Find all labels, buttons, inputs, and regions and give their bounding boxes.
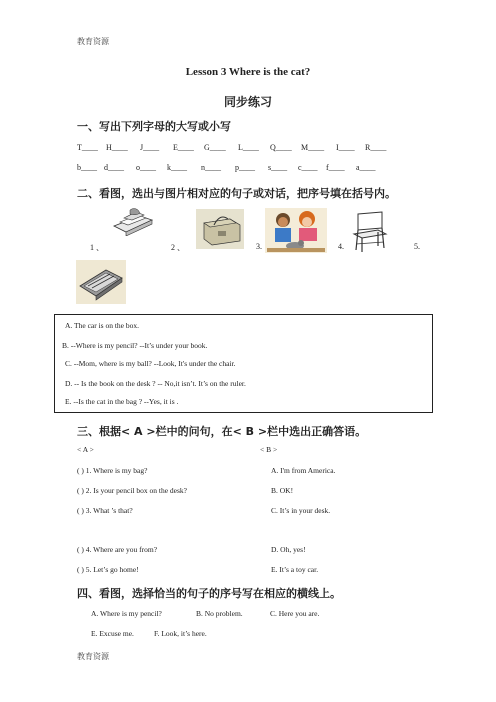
section3-heading: 三、根据< A >栏中的问句，在< B >栏中选出正确答语。 xyxy=(77,425,367,438)
question-5: ( ) 5. Let’s go home! xyxy=(77,565,139,574)
letter-blank: M____ xyxy=(301,143,325,152)
answer-b: B. OK! xyxy=(271,486,294,495)
letter-blank: d____ xyxy=(104,163,124,172)
letter-blank: f____ xyxy=(326,163,345,172)
column-b-label: < B > xyxy=(260,445,278,454)
answer-e: E. It’s a toy car. xyxy=(271,565,319,574)
children-with-cat-picture xyxy=(265,208,327,253)
letter-blank: I____ xyxy=(336,143,355,152)
pencil-box-picture xyxy=(76,260,126,304)
phrase-f: F. Look, it’s here. xyxy=(154,629,207,638)
question-2: ( ) 2. Is your pencil box on the desk? xyxy=(77,486,187,495)
question-3: ( ) 3. What ’s that? xyxy=(77,506,133,515)
letter-blank: R____ xyxy=(365,143,387,152)
schoolbag-picture xyxy=(196,209,244,249)
picture-number-3: 3. xyxy=(256,242,262,251)
letter-blank: b____ xyxy=(77,163,97,172)
answer-a: A. I'm from America. xyxy=(271,466,336,475)
letter-blank: k____ xyxy=(167,163,187,172)
phrase-a: A. Where is my pencil? xyxy=(91,609,162,618)
section4-heading: 四、看图，选择恰当的句子的序号写在相应的横线上。 xyxy=(77,587,341,600)
phrase-e: E. Excuse me. xyxy=(91,629,134,638)
letter-blank: s____ xyxy=(268,163,288,172)
page-header: 教育资源 xyxy=(77,37,109,46)
page-footer: 教育资源 xyxy=(77,652,109,661)
option-e: E. --Is the cat in the bag ? --Yes, it is . xyxy=(65,397,179,406)
worksheet-subtitle: 同步练习 xyxy=(223,95,272,109)
phrase-c: C. Here you are. xyxy=(270,609,320,618)
letter-blank: E____ xyxy=(173,143,194,152)
lesson-title: Lesson 3 Where is the cat? xyxy=(185,66,311,78)
option-c: C. --Mom, where is my ball? --Look, It's under the chair. xyxy=(65,359,236,368)
answer-c: C. It’s in your desk. xyxy=(271,506,331,515)
section1-heading: 一、写出下列字母的大写或小写 xyxy=(77,120,231,133)
books-on-desk-picture xyxy=(110,206,154,236)
letter-blank: Q____ xyxy=(270,143,292,152)
letter-blank: c____ xyxy=(298,163,318,172)
option-d: D. -- Is the book on the desk ? -- No,it isn’t. It’s on the ruler. xyxy=(65,379,246,388)
letter-blank: n____ xyxy=(201,163,221,172)
letter-blank: T____ xyxy=(77,143,98,152)
picture-number-1: 1 、 xyxy=(90,243,104,252)
chair-picture xyxy=(348,208,390,253)
question-4: ( ) 4. Where are you from? xyxy=(77,545,158,554)
letter-blank: H____ xyxy=(106,143,128,152)
picture-number-5: 5. xyxy=(414,242,420,251)
letter-blank: p____ xyxy=(235,163,255,172)
question-1: ( ) 1. Where is my bag? xyxy=(77,466,148,475)
letter-blank: L____ xyxy=(238,143,259,152)
answer-d: D. Oh, yes! xyxy=(271,545,306,554)
letter-blank: J____ xyxy=(140,143,160,152)
phrase-b: B. No problem. xyxy=(196,609,243,618)
option-b: B. --Where is my pencil? --It’s under your book. xyxy=(62,341,208,350)
letter-blank: o____ xyxy=(136,163,156,172)
section2-heading: 二、看图，选出与图片相对应的句子或对话，把序号填在括号内。 xyxy=(77,187,396,200)
letter-blank: G____ xyxy=(204,143,226,152)
option-a: A. The car is on the box. xyxy=(65,321,140,330)
picture-number-4: 4. xyxy=(338,242,344,251)
picture-number-2: 2 、 xyxy=(171,243,185,252)
letter-blank: a____ xyxy=(356,163,376,172)
column-a-label: < A > xyxy=(77,445,94,454)
